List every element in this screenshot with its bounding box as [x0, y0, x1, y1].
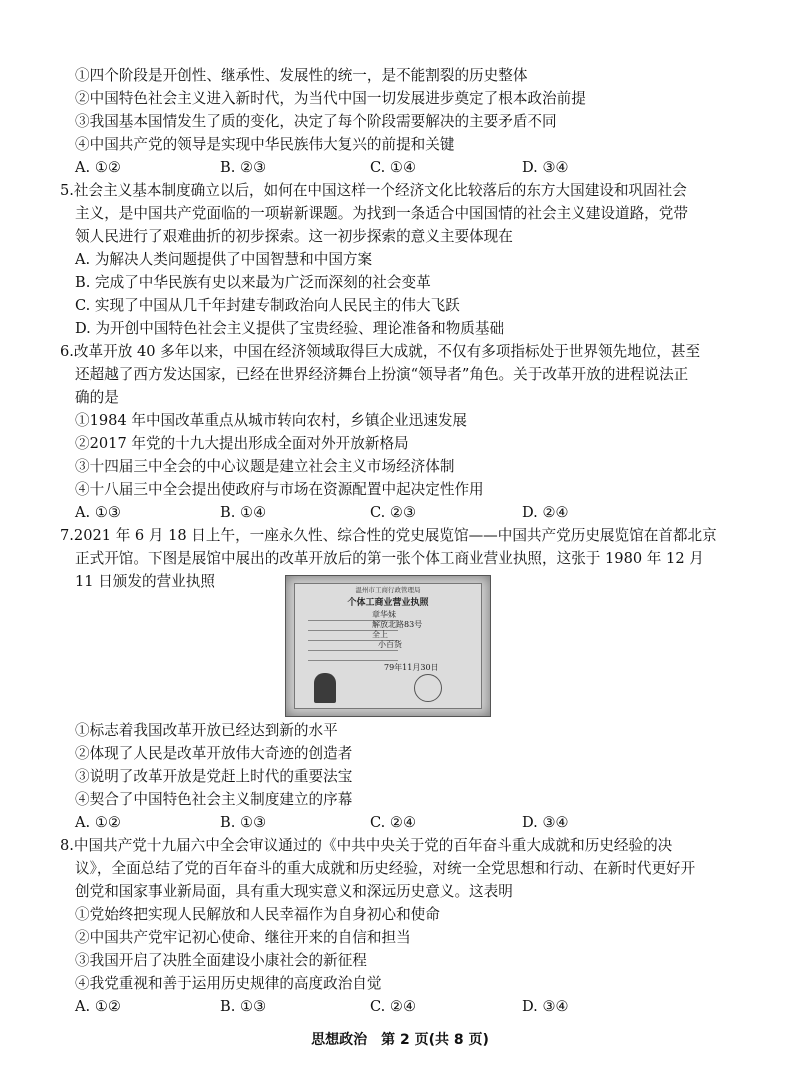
- q8-item-2: ②中国共产党牢记初心使命、继往开来的自信和担当: [75, 929, 411, 946]
- license-row-rule: [308, 650, 398, 651]
- q5-choice-a[interactable]: A. 为解决人类问题提供了中国智慧和中国方案: [75, 251, 373, 268]
- q7-stem-line: 正式开馆。下图是展馆中展出的改革开放后的第一张个体工商业营业执照，这张于 1980 年 12 月: [75, 550, 704, 567]
- option-d[interactable]: D. ③④: [522, 998, 569, 1015]
- license-title: 个体工商业营业执照: [347, 598, 429, 608]
- license-bureau: 温州市工商行政管理局: [355, 586, 421, 594]
- license-same: 全上: [372, 630, 388, 639]
- license-address: 解放北路83号: [372, 620, 423, 629]
- page-footer: 思想政治 第 2 页(共 8 页): [311, 1032, 489, 1048]
- option-a[interactable]: A. ①②: [75, 814, 121, 831]
- license-goods: 小百货: [378, 640, 402, 649]
- option-d[interactable]: D. ②④: [522, 504, 569, 521]
- q7-item-4: ④契合了中国特色社会主义制度建立的序幕: [75, 791, 353, 808]
- business-license-photo: [285, 575, 491, 717]
- q5-stem-line: 主义，是中国共产党面临的一项崭新课题。为找到一条适合中国国情的社会主义建设道路，党带: [75, 205, 688, 222]
- q6-item-1: ①1984 年中国改革重点从城市转向农村，乡镇企业迅速发展: [75, 412, 468, 429]
- option-a[interactable]: A. ①②: [75, 998, 121, 1015]
- q6-item-3: ③十四届三中全会的中心议题是建立社会主义市场经济体制: [75, 458, 455, 475]
- license-holder-name: 章华妹: [372, 610, 396, 619]
- q4-item-2: ②中国特色社会主义进入新时代，为当代中国一切发展进步奠定了根本政治前提: [75, 90, 586, 107]
- holder-portrait: [314, 673, 336, 703]
- option-c[interactable]: C. ②③: [370, 504, 417, 521]
- q4-item-1: ①四个阶段是开创性、继承性、发展性的统一，是不能割裂的历史整体: [75, 67, 528, 84]
- q6-stem-line: 6.改革开放 40 多年以来，中国在经济领域取得巨大成就，不仅有多项指标处于世界领先地位，甚至: [60, 343, 701, 360]
- license-row-rule: [308, 660, 398, 661]
- q6-item-2: ②2017 年党的十九大提出形成全面对外开放新格局: [75, 435, 409, 452]
- option-c[interactable]: C. ②④: [370, 814, 417, 831]
- q5-stem-line: 领人民进行了艰难曲折的初步探索。这一初步探索的意义主要体现在: [75, 228, 513, 245]
- q5-choice-b[interactable]: B. 完成了中华民族有史以来最为广泛而深刻的社会变革: [75, 274, 431, 291]
- option-a[interactable]: A. ①③: [75, 504, 121, 521]
- option-d[interactable]: D. ③④: [522, 814, 569, 831]
- option-b[interactable]: B. ①③: [220, 998, 267, 1015]
- q4-item-4: ④中国共产党的领导是实现中华民族伟大复兴的前提和关键: [75, 136, 455, 153]
- q5-choice-d[interactable]: D. 为开创中国特色社会主义提供了宝贵经验、理论准备和物质基础: [75, 320, 505, 337]
- q8-item-4: ④我党重视和善于运用历史规律的高度政治自觉: [75, 975, 382, 992]
- q5-stem-line: 5.社会主义基本制度确立以后，如何在中国这样一个经济文化比较落后的东方大国建设和巩固社会: [60, 182, 687, 199]
- option-c[interactable]: C. ②④: [370, 998, 417, 1015]
- q6-stem-line: 还超越了西方发达国家，已经在世界经济舞台上扮演“领导者”角色。关于改革开放的进程说法正: [75, 366, 689, 383]
- q7-item-1: ①标志着我国改革开放已经达到新的水平: [75, 722, 338, 739]
- q6-item-4: ④十八届三中全会提出使政府与市场在资源配置中起决定性作用: [75, 481, 484, 498]
- q4-item-3: ③我国基本国情发生了质的变化，决定了每个阶段需要解决的主要矛盾不同: [75, 113, 557, 130]
- option-c[interactable]: C. ①④: [370, 159, 417, 176]
- q4-options: [75, 158, 725, 178]
- q6-options: [75, 503, 725, 523]
- q8-stem-line: 议》，全面总结了党的百年奋斗的重大成就和历史经验，对统一全党思想和行动、在新时代更好开: [75, 860, 696, 877]
- license-date: 79年11月30日: [384, 663, 439, 672]
- q5-choice-c[interactable]: C. 实现了中国从几千年封建专制政治向人民民主的伟大飞跃: [75, 297, 460, 314]
- option-b[interactable]: B. ①③: [220, 814, 267, 831]
- q8-stem-line: 8.中国共产党十九届六中全会审议通过的《中共中央关于党的百年奋斗重大成就和历史经验的决: [60, 837, 673, 854]
- option-d[interactable]: D. ③④: [522, 159, 569, 176]
- q8-item-1: ①党始终把实现人民解放和人民幸福作为自身初心和使命: [75, 906, 440, 923]
- official-seal: [414, 674, 442, 702]
- q7-stem-line: 7.2021 年 6 月 18 日上午，一座永久性、综合性的党史展览馆——中国共产党历史展览馆在首都北京: [60, 527, 717, 544]
- q8-stem-line: 创党和国家事业新局面，具有重大现实意义和深远历史意义。这表明: [75, 883, 513, 900]
- option-b[interactable]: B. ②③: [220, 159, 267, 176]
- option-b[interactable]: B. ①④: [220, 504, 267, 521]
- q6-stem-line: 确的是: [75, 389, 119, 406]
- q7-options: [75, 813, 725, 833]
- q8-options: [75, 997, 725, 1017]
- q8-item-3: ③我国开启了决胜全面建设小康社会的新征程: [75, 952, 367, 969]
- q7-stem-line: 11 日颁发的营业执照: [75, 573, 215, 590]
- q7-item-3: ③说明了改革开放是党赶上时代的重要法宝: [75, 768, 353, 785]
- option-a[interactable]: A. ①②: [75, 159, 121, 176]
- q7-item-2: ②体现了人民是改革开放伟大奇迹的创造者: [75, 745, 353, 762]
